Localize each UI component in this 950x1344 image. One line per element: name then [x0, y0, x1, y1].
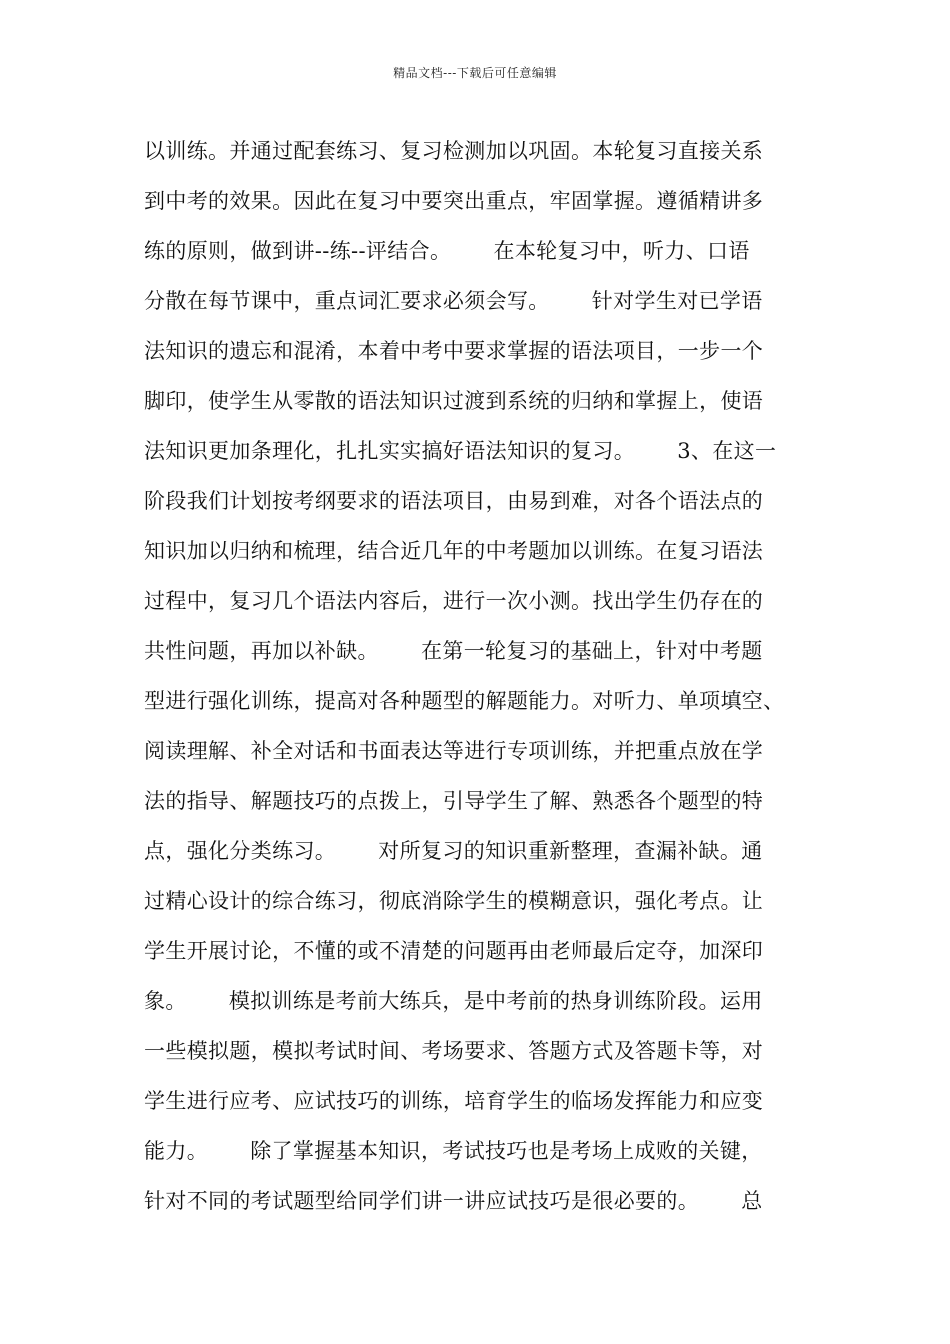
- text-line: 以训练。并通过配套练习、复习检测加以巩固。本轮复习直接关系: [144, 139, 764, 163]
- text-line: 脚印，使学生从零散的语法知识过渡到系统的归纳和掌握上，使语: [144, 389, 764, 413]
- text-line: 法知识更加条理化，扎扎实实搞好语法知识的复习。 3、在这一: [144, 439, 777, 463]
- text-line: 能力。 除了掌握基本知识，考试技巧也是考场上成败的关键，: [144, 1139, 763, 1163]
- page-header: 精品文档---下载后可任意编辑: [393, 66, 557, 80]
- text-line: 法的指导、解题技巧的点拨上，引导学生了解、熟悉各个题型的特: [144, 789, 764, 813]
- text-line: 过程中，复习几个语法内容后，进行一次小测。找出学生仍存在的: [144, 589, 764, 613]
- text-line: 象。 模拟训练是考前大练兵，是中考前的热身训练阶段。运用: [144, 989, 763, 1013]
- body-text: [144, 126, 824, 1226]
- text-line: 共性问题，再加以补缺。 在第一轮复习的基础上，针对中考题: [144, 639, 763, 663]
- text-line: 阶段我们计划按考纲要求的语法项目，由易到难，对各个语法点的: [144, 489, 764, 513]
- text-line: 知识加以归纳和梳理，结合近几年的中考题加以训练。在复习语法: [144, 539, 764, 563]
- text-line: 点，强化分类练习。 对所复习的知识重新整理，查漏补缺。通: [144, 839, 763, 863]
- text-line: 学生开展讨论，不懂的或不清楚的问题再由老师最后定夺，加深印: [144, 939, 764, 963]
- text-line: 阅读理解、补全对话和书面表达等进行专项训练，并把重点放在学: [144, 739, 764, 763]
- text-line: 一些模拟题，模拟考试时间、考场要求、答题方式及答题卡等，对: [144, 1039, 764, 1063]
- text-line: 型进行强化训练，提高对各种题型的解题能力。对听力、单项填空、: [144, 689, 785, 713]
- text-line: 练的原则，做到讲--练--评结合。 在本轮复习中，听力、口语: [144, 239, 750, 263]
- text-line: 过精心设计的综合练习，彻底消除学生的模糊意识，强化考点。让: [144, 889, 764, 913]
- text-line: 到中考的效果。因此在复习中要突出重点，牢固掌握。遵循精讲多: [144, 189, 764, 213]
- text-line: 学生进行应考、应试技巧的训练，培育学生的临场发挥能力和应变: [144, 1089, 764, 1113]
- text-line: 针对不同的考试题型给同学们讲一讲应试技巧是很必要的。 总: [144, 1189, 763, 1213]
- text-line: 分散在每节课中，重点词汇要求必须会写。 针对学生对已学语: [144, 289, 763, 313]
- text-line: 法知识的遗忘和混淆，本着中考中要求掌握的语法项目，一步一个: [144, 339, 764, 363]
